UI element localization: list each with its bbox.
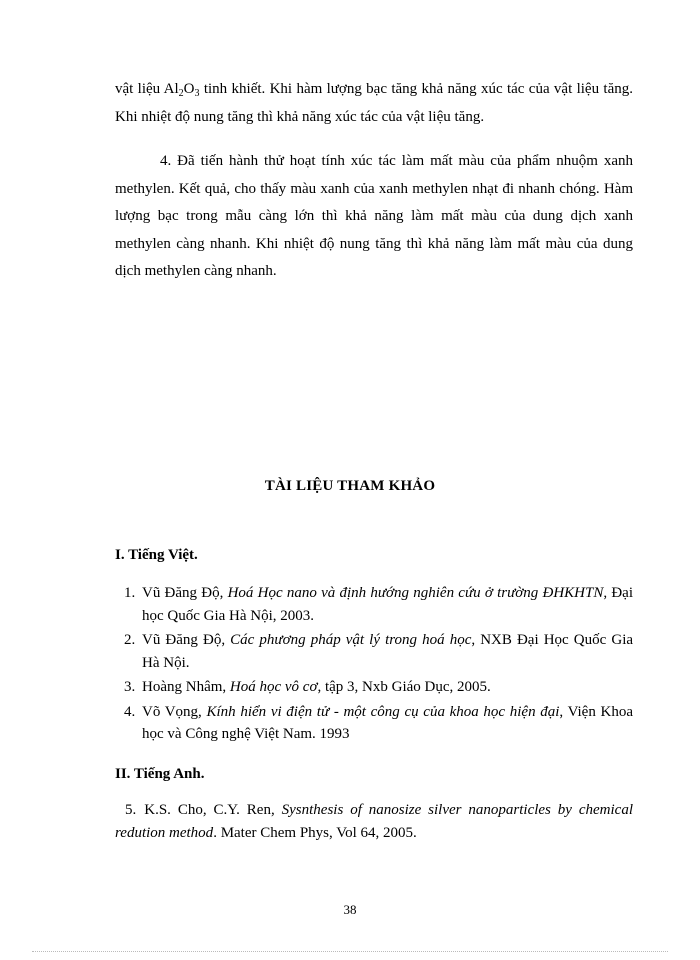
para1-oxygen: O	[183, 81, 195, 97]
reference-title: Hoá học vô cơ	[229, 679, 318, 695]
reference-item-english: 5. K.S. Cho, C.Y. Ren, Sysnthesis of nanosize silver nanoparticles by chemical redution method. Mater Chem Phys, Vol 64, 2005.	[115, 802, 633, 841]
reference-item: 4. Võ Vọng, Kính hiển vi điện tử - một công cụ của khoa học hiện đại, Viện Khoa học và Công nghệ Việt Nam. 1993	[124, 703, 633, 742]
reference-title: Hoá Học nano và định hướng nghiên cứu ở trường ĐHKHTN	[227, 585, 604, 601]
para1-rest: tinh khiết. Khi hàm lượng bạc tăng khả năng xúc tác của vật liệu tăng. Khi nhiệt độ nung tăng thì khả năng xúc tác của vật liệu tăng.	[115, 81, 633, 125]
references-heading: TÀI LIỆU THAM KHẢO	[264, 478, 436, 494]
conclusion-paragraph-1	[115, 76, 633, 131]
reference-title: Kính hiển vi điện tử - một công cụ của khoa học hiện đại	[206, 703, 560, 720]
reference-title: Sysnthesis of nanosize silver nanoparticles by chemical redution method	[115, 802, 633, 841]
page-bottom-border	[32, 951, 668, 952]
reference-item: 2. Vũ Đăng Độ, Các phương pháp vật lý trong hoá học, NXB Đại Học Quốc Gia Hà Nội.	[124, 632, 634, 671]
para1-start: vật liệu Al	[115, 81, 179, 97]
reference-list-vietnamese	[115, 582, 633, 748]
subscript-2: 2	[178, 88, 184, 99]
reference-title: Các phương pháp vật lý trong hoá học	[230, 632, 472, 648]
section-vietnamese: I. Tiếng Việt.	[115, 547, 198, 563]
conclusion-paragraph-2: 4. Đã tiến hành thử hoạt tính xúc tác làm mất màu của phẩm nhuộm xanh methylen. Kết quả, cho thấy màu xanh của xanh methylen nhạt đi nhanh chóng. Hàm lượng bạc trong mẫu càng lớn thì khả năng làm mất màu của dung dịch xanh methylen càng nhanh. Khi nhiệt độ nung tăng thì khả năng làm mất màu của dung dịch methylen càng nhanh.	[115, 153, 633, 279]
reference-item: 1. Vũ Đăng Độ, Hoá Học nano và định hướng nghiên cứu ở trường ĐHKHTN, Đại học Quốc Gia Hà Nội, 2003.	[124, 585, 633, 624]
reference-item: 3. Hoàng Nhâm, Hoá học vô cơ, tập 3, Nxb Giáo Dục, 2005.	[124, 679, 491, 695]
subscript-3: 3	[194, 88, 200, 99]
section-english: II. Tiếng Anh.	[115, 766, 205, 782]
page-number: 38	[343, 902, 357, 917]
